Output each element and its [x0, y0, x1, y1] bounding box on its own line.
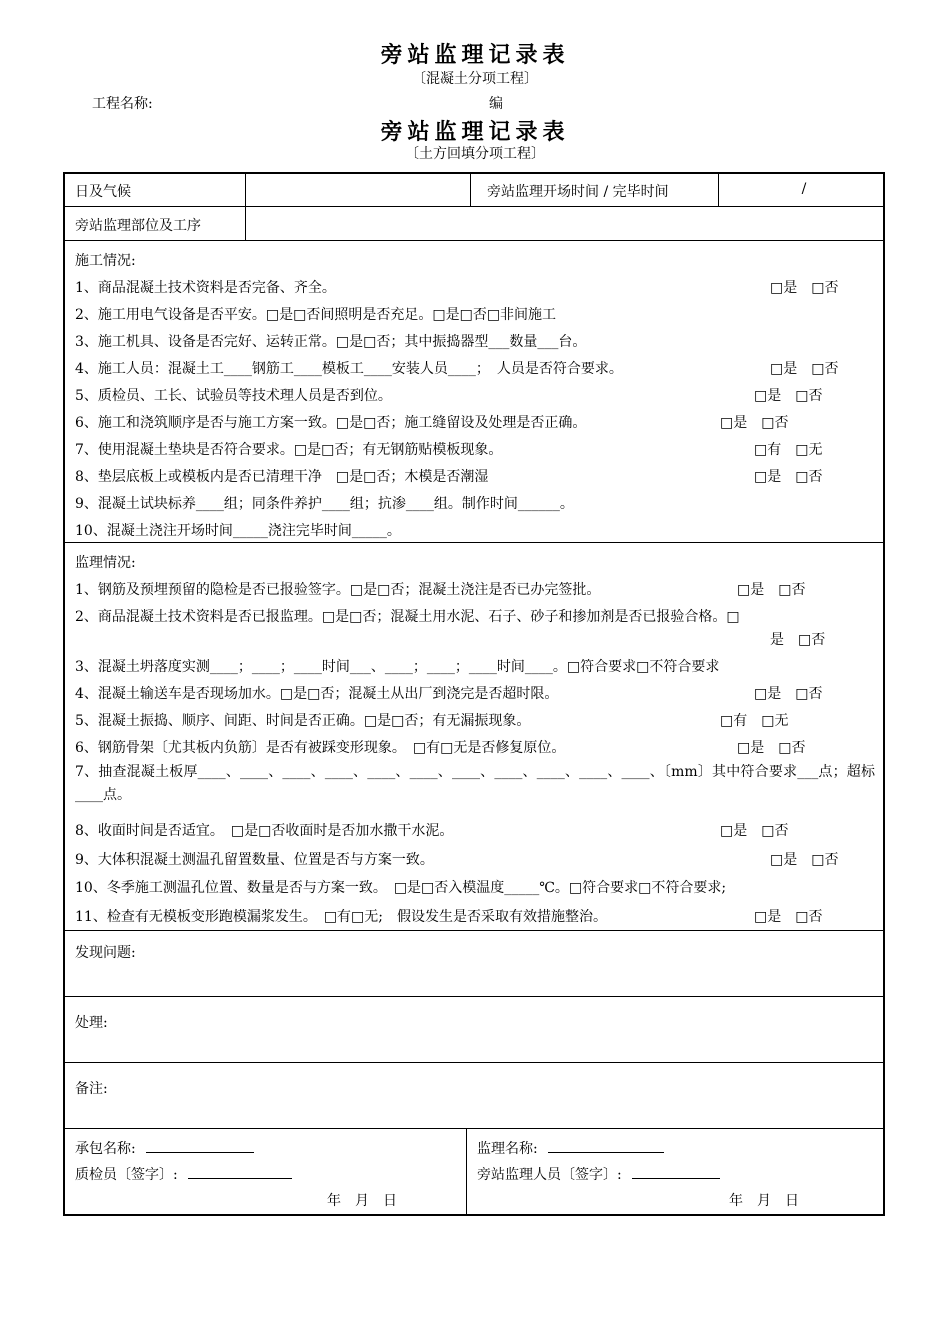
supervision-option-2[interactable]: 是 □否 — [770, 632, 826, 648]
supervision-item-11: 11、检查有无模板变形跑模漏浆发生。 □有□无; 假设发生是否采取有效措施整治。 — [75, 909, 607, 925]
supervision-option-5[interactable]: □有 □无 — [720, 713, 789, 729]
issues-label: 发现问题: — [75, 945, 136, 961]
supervision-item-8: 8、收面时间是否适宜。 □是□否收面时是否加水撒干水泥。 — [75, 823, 454, 839]
supervision-option-4[interactable]: □是 □否 — [754, 686, 823, 702]
position-field[interactable] — [255, 215, 875, 235]
construction-item-4: 4、施工人员：混凝土工____钢筋工____模板工____安装人员____； 人员是否符合要求。 — [75, 361, 623, 377]
construction-item-8: 8、垫层底板上或模板内是否已清理干净 □是□否；木模是否潮湿 — [75, 469, 489, 485]
construction-item-6: 6、施工和浇筑顺序是否与施工方案一致。□是□否；施工缝留设及处理是否正确。 — [75, 415, 587, 431]
supervisor-label: 监理名称: — [477, 1141, 538, 1157]
supervisor-date[interactable]: 年 月 日 — [729, 1193, 799, 1209]
time-field[interactable]: / — [801, 181, 807, 197]
construction-item-1: 1、商品混凝土技术资料是否完备、齐全。 — [75, 280, 336, 296]
construction-item-7: 7、使用混凝土垫块是否符合要求。□是□否；有无钢筋贴模板现象。 — [75, 442, 503, 458]
remarks-label: 备注: — [75, 1081, 108, 1097]
supervision-option-11[interactable]: □是 □否 — [754, 909, 823, 925]
construction-heading: 施工情况: — [75, 253, 136, 269]
supervision-item-7: 7、抽查混凝土板厚____、____、____、____、____、____、____、____、____、____、____、〔mm〕其中符合要求___点；超标____点。 — [75, 764, 875, 803]
supervision-option-8[interactable]: □是 □否 — [720, 823, 789, 839]
supervision-item-4: 4、混凝土输送车是否现场加水。□是□否；混凝土从出厂到浇完是否超时限。 — [75, 686, 559, 702]
construction-item-10: 10、混凝土浇注开场时间_____浇注完毕时间_____。 — [75, 523, 401, 539]
site-supervisor-label: 旁站监理人员〔签字〕: — [477, 1167, 622, 1183]
issues-field[interactable] — [75, 964, 875, 992]
project-name-label: 工程名称: — [92, 96, 153, 112]
supervision-item-6: 6、钢筋骨架〔尤其板内负筋〕是否有被踩变形现象。 □有□无是否修复原位。 — [75, 740, 566, 756]
construction-option-7[interactable]: □有 □无 — [754, 442, 823, 458]
form-subtitle: 〔土方回填分项工程〕 — [405, 146, 545, 162]
remarks-field[interactable] — [75, 1098, 875, 1124]
contractor-date[interactable]: 年 月 日 — [327, 1193, 397, 1209]
handling-label: 处理: — [75, 1015, 108, 1031]
date-weather-field[interactable] — [255, 181, 460, 201]
construction-item-3: 3、施工机具、设备是否完好、运转正常。□是□否；其中振捣器型___数量___台。 — [75, 334, 587, 350]
supervision-option-9[interactable]: □是 □否 — [770, 852, 839, 868]
construction-option-6[interactable]: □是 □否 — [720, 415, 789, 431]
form-title: 旁站监理记录表 — [380, 119, 570, 145]
contractor-label: 承包名称: — [75, 1141, 136, 1157]
page-title: 旁站监理记录表 — [380, 42, 570, 68]
supervision-item-5: 5、混凝土振捣、顺序、间距、时间是否正确。□是□否；有无漏振现象。 — [75, 713, 531, 729]
inspector-signature-field[interactable] — [188, 1165, 292, 1179]
date-weather-label: 日及气候 — [75, 184, 131, 200]
supervision-item-10: 10、冬季施工测温孔位置、数量是否与方案一致。 □是□否入模温度_____℃。□符合要求□不符合要求; — [75, 880, 727, 896]
handling-field[interactable] — [75, 1032, 875, 1058]
position-label: 旁站监理部位及工序 — [75, 218, 201, 234]
record-table — [63, 172, 885, 1216]
page-subtitle: 〔混凝土分项工程〕 — [412, 71, 538, 87]
supervision-option-6[interactable]: □是 □否 — [737, 740, 806, 756]
supervision-option-1[interactable]: □是 □否 — [737, 582, 806, 598]
contractor-name-field[interactable] — [146, 1139, 254, 1153]
construction-option-1[interactable]: □是 □否 — [770, 280, 839, 296]
edit-label: 编 — [489, 96, 503, 112]
supervision-item-2: 2、商品混凝土技术资料是否已报监理。□是□否；混凝土用水泥、石子、砂子和掺加剂是否已报验合格。□ — [75, 609, 740, 625]
construction-item-2: 2、施工用电气设备是否平安。□是□否间照明是否充足。□是□否□非间施工 — [75, 307, 557, 323]
time-label: 旁站监理开场时间 / 完毕时间 — [487, 184, 669, 200]
site-supervisor-signature-field[interactable] — [632, 1165, 720, 1179]
construction-option-8[interactable]: □是 □否 — [754, 469, 823, 485]
construction-option-5[interactable]: □是 □否 — [754, 388, 823, 404]
construction-item-9: 9、混凝土试块标养____组；同条件养护____组；抗渗____组。制作时间______。 — [75, 496, 574, 512]
supervision-heading: 监理情况: — [75, 555, 136, 571]
supervisor-name-field[interactable] — [548, 1139, 664, 1153]
supervision-item-1: 1、钢筋及预埋预留的隐检是否已报验签字。□是□否；混凝土浇注是否已办完签批。 — [75, 582, 601, 598]
supervision-item-3: 3、混凝土坍落度实测____；____；____时间___、____；____；____时间____。□符合要求□不符合要求 — [75, 659, 720, 675]
inspector-label: 质检员〔签字〕: — [75, 1167, 178, 1183]
supervision-item-9: 9、大体积混凝土测温孔留置数量、位置是否与方案一致。 — [75, 852, 434, 868]
construction-option-4[interactable]: □是 □否 — [770, 361, 839, 377]
construction-item-5: 5、质检员、工长、试验员等技术理人员是否到位。 — [75, 388, 392, 404]
